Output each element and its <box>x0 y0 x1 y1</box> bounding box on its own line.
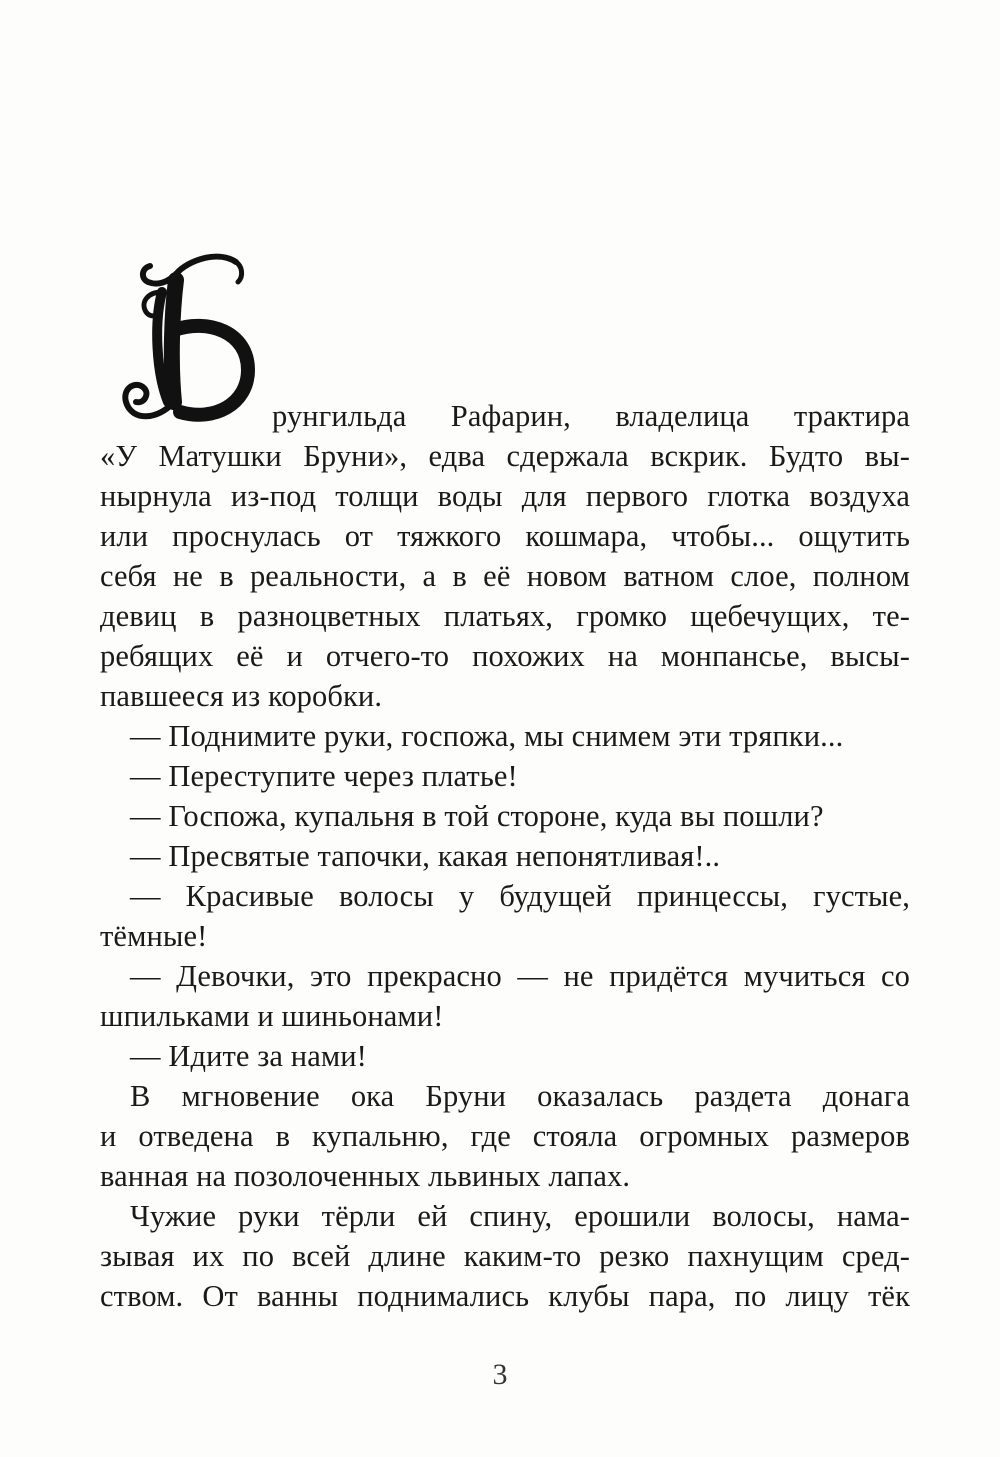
text-line-23: ством. От ванны поднимались клубы пара, по лицу тёк <box>100 1279 910 1313</box>
text-line-9: — Поднимите руки, госпожа, мы снимем эти тряпки... <box>130 719 844 753</box>
text-line-15: — Девочки, это прекрасно — не придётся мучиться со <box>130 959 910 993</box>
text-line-3: нырнула из-под толщи воды для первого глотка воздуха <box>100 479 910 513</box>
text-line-4: или проснулась от тяжкого кошмара, чтобы... ощутить <box>100 519 910 553</box>
text-line-7: ребящих её и отчего-то похожих на монпансье, высы- <box>100 639 910 673</box>
text-line-5: себя не в реальности, а в её новом ватном слое, полном <box>100 559 910 593</box>
drop-cap <box>118 252 260 430</box>
text-line-10: — Переступите через платье! <box>130 759 518 793</box>
text-line-1: рунгильда Рафарин, владелица трактира <box>272 399 910 433</box>
text-line-18: В мгновение ока Бруни оказалась раздета донага <box>130 1079 910 1113</box>
text-line-11: — Госпожа, купальня в той стороне, куда вы пошли? <box>130 799 824 833</box>
page-number: 3 <box>492 1358 508 1391</box>
text-line-2: «У Матушки Бруни», едва сдержала вскрик. Будто вы- <box>100 439 910 473</box>
text-line-12: — Пресвятые тапочки, какая непонятливая!.. <box>130 839 721 873</box>
text-line-21: Чужие руки тёрли ей спину, ерошили волосы, нама- <box>130 1199 910 1233</box>
text-line-13: — Красивые волосы у будущей принцессы, густые, <box>130 879 910 913</box>
drop-cap-letter-image <box>118 252 260 430</box>
text-line-20: ванная на позолоченных львиных лапах. <box>100 1159 631 1193</box>
text-line-14: тёмные! <box>100 919 208 953</box>
text-line-8: павшееся из коробки. <box>100 679 383 713</box>
text-line-6: девиц в разноцветных платьях, громко щебечущих, те- <box>100 599 910 633</box>
text-line-22: зывая их по всей длине каким-то резко пахнущим сред- <box>100 1239 910 1273</box>
text-line-17: — Идите за нами! <box>130 1039 367 1073</box>
text-line-16: шпильками и шиньонами! <box>100 999 444 1033</box>
text-line-19: и отведена в купальню, где стояла огромных размеров <box>100 1119 910 1153</box>
